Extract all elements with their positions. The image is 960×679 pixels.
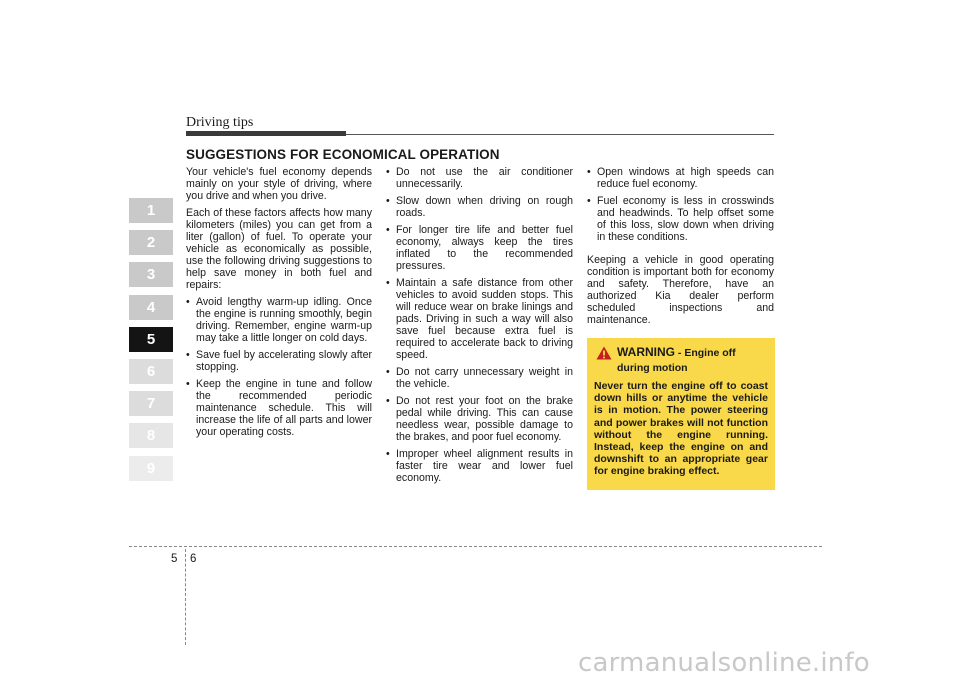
list-item: • Do not carry unnecessary weight in the vehicle. <box>386 366 573 390</box>
list-item: • Maintain a safe distance from other vehicles to avoid sudden stops. This will reduce wear on brake linings and pads. Driving in such a way will also save fuel because extra fuel is required to accelerate back to driving speed. <box>386 277 573 361</box>
column-1 <box>186 166 372 443</box>
chapter-tab-8: 8 <box>129 423 173 448</box>
warning-box <box>587 338 775 490</box>
warning-header <box>596 345 768 375</box>
list-item: • Save fuel by accelerating slowly after stopping. <box>186 349 372 373</box>
list-item: • Keep the engine in tune and follow the recommended periodic maintenance schedule. This will increase the life of all parts and lower your operating costs. <box>186 378 372 438</box>
list-item: • Do not use the air conditioner unnecessarily. <box>386 166 573 190</box>
footer-rule <box>129 546 822 547</box>
list-item: • Avoid lengthy warm-up idling. Once the engine is running smoothly, begin driving. Remember, engine warm-up may take a little longer on cold days. <box>186 296 372 344</box>
chapter-tab-9: 9 <box>129 456 173 481</box>
bullet-list <box>587 166 774 243</box>
warning-triangle-icon <box>596 346 612 360</box>
chapter-tab-3: 3 <box>129 262 173 287</box>
bullet-list <box>186 296 372 438</box>
list-item: • Open windows at high speeds can reduce fuel economy. <box>587 166 774 190</box>
header-rule <box>346 134 774 135</box>
page-section-number: 5 <box>171 553 178 565</box>
warning-text: Never turn the engine off to coast down hills or anytime the vehicle is in motion. The power steering and power brakes will not function without the engine running. Instead, keep the engine on and downshift to an appropriate gear for engine braking effect. <box>594 380 768 478</box>
list-item: • Improper wheel alignment results in faster tire wear and lower fuel economy. <box>386 448 573 484</box>
page-number: 6 <box>190 553 197 565</box>
chapter-tab-2: 2 <box>129 230 173 255</box>
chapter-tab-4: 4 <box>129 295 173 320</box>
column-2 <box>386 166 573 489</box>
column-3 <box>587 166 774 331</box>
warning-title: WARNING <box>617 345 675 359</box>
list-item: • For longer tire life and better fuel economy, always keep the tires inflated to the recommended pressures. <box>386 224 573 272</box>
chapter-tab-1: 1 <box>129 198 173 223</box>
bullet-list <box>386 166 573 484</box>
warning-subtitle: - Engine off <box>675 347 736 359</box>
warning-subtitle-line-2: during motion <box>617 362 688 374</box>
header-title: Driving tips <box>186 115 254 130</box>
list-item: • Do not rest your foot on the brake pedal while driving. This can cause needless wear, possible damage to the brakes, and poor fuel economy. <box>386 395 573 443</box>
footer-divider <box>185 549 186 645</box>
paragraph: Your vehicle's fuel economy depends mainly on your style of driving, where you drive and when you drive. <box>186 166 372 202</box>
watermark: carmanualsonline.info <box>578 648 870 678</box>
list-item: • Slow down when driving on rough roads. <box>386 195 573 219</box>
section-heading: SUGGESTIONS FOR ECONOMICAL OPERATION <box>186 147 500 162</box>
paragraph: Each of these factors affects how many kilometers (miles) you can get from a liter (gallon) of fuel. To operate your vehicle as economically as possible, use the following driving suggestions to help save money in both fuel and repairs: <box>186 207 372 291</box>
paragraph: Keeping a vehicle in good operating condition is important both for economy and safety. Therefore, have an authorized Kia dealer perform scheduled inspections and maintenance. <box>587 254 774 326</box>
header-bar <box>186 131 346 136</box>
chapter-tab-5: 5 <box>129 327 173 352</box>
chapter-tab-7: 7 <box>129 391 173 416</box>
chapter-tab-6: 6 <box>129 359 173 384</box>
list-item: • Fuel economy is less in crosswinds and headwinds. To help offset some of this loss, slow down when driving in these conditions. <box>587 195 774 243</box>
